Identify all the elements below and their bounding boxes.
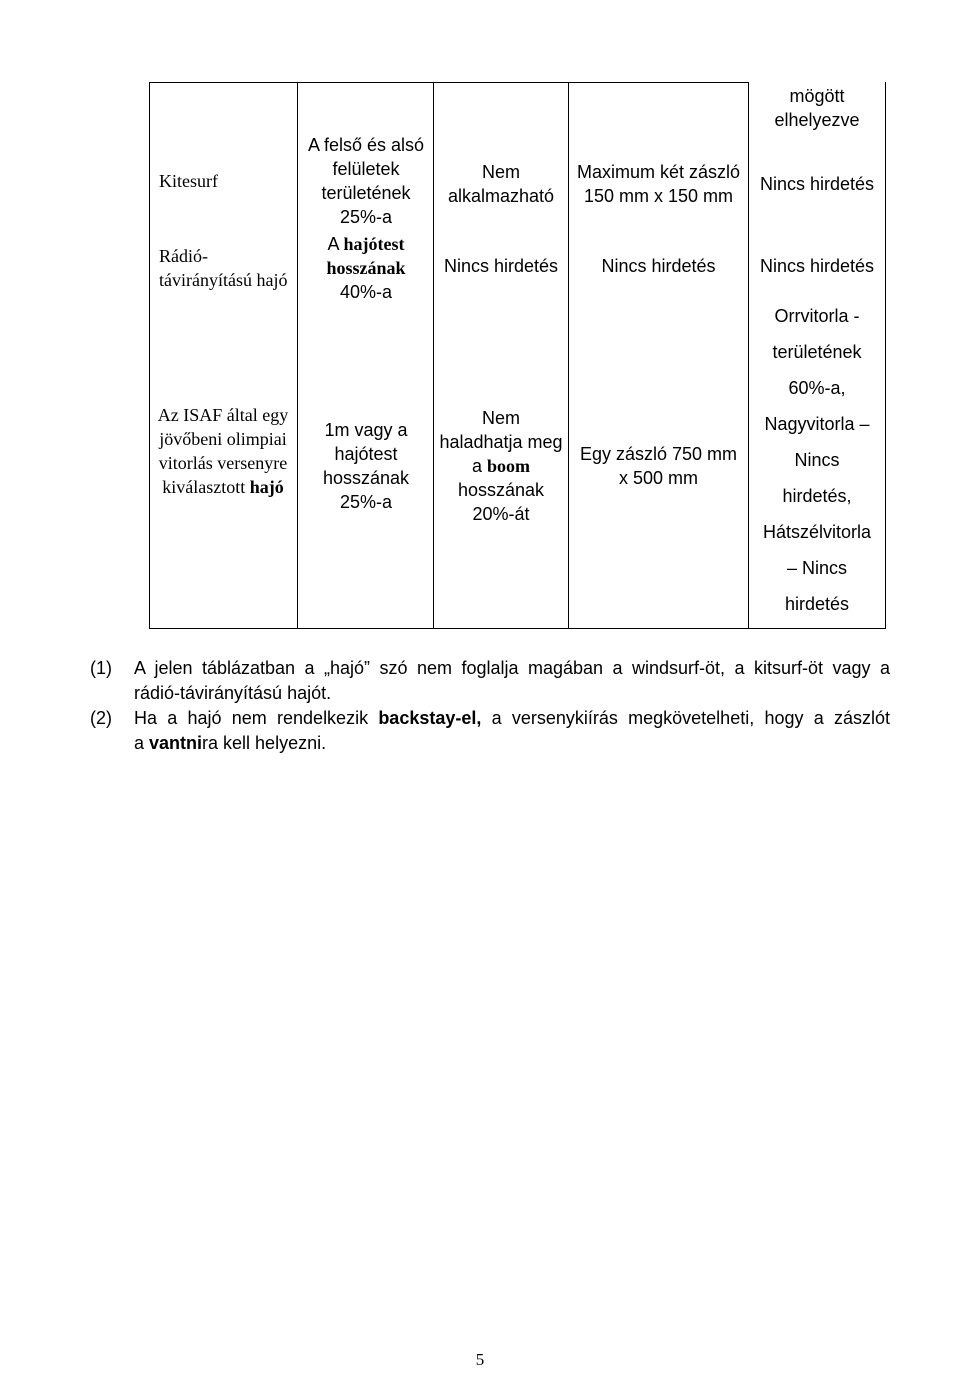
- table-border-bottom: [149, 628, 886, 629]
- footnote-text: A jelen táblázatban a „hajó” szó nem foglalja magában a windsurf-öt, a kitsurf-öt vagy a: [134, 658, 890, 678]
- cell-isaf-flag: Egy zászló 750 mm x 500 mm: [579, 444, 738, 488]
- rules-table: [149, 82, 886, 629]
- cell-rc-sail: Nincs hirdetés: [759, 256, 875, 276]
- cell-rc-flag: Nincs hirdetés: [601, 256, 716, 276]
- cell-isaf-sail: Orrvitorla - területének 60%-a, Nagyvitorla – Nincs hirdetés, Hátszélvitorla – Nincs hirdetés: [762, 306, 872, 614]
- row-label-isaf-boat: Az ISAF által egy jövőbeni olimpiai vitorlás versenyre kiválasztott hajó: [157, 405, 289, 497]
- row-label-kitesurf: Kitesurf: [159, 171, 218, 191]
- cell-rc-hull: A hajótest hosszának 40%-a: [326, 234, 406, 302]
- term-backstay: backstay-el,: [378, 708, 482, 728]
- term-vantni: vantni: [149, 733, 203, 753]
- cell-rc-boom: Nincs hirdetés: [443, 256, 559, 276]
- footnote-text: a vantnira kell helyezni.: [134, 733, 327, 753]
- row-label-rc-boat: Rádió-távirányítású hajó: [159, 246, 288, 290]
- footnote-1: [90, 656, 890, 706]
- table-column-divider: [568, 82, 569, 629]
- cell-kitesurf-sail: Nincs hirdetés: [759, 174, 875, 194]
- cell-isaf-hull: 1m vagy a hajótest hosszának 25%-a: [322, 420, 410, 512]
- table-border-right: [885, 82, 886, 629]
- table-border-top: [149, 82, 749, 83]
- footnote-2: [90, 706, 890, 756]
- table-column-divider: [748, 82, 749, 629]
- table-border-left: [149, 82, 150, 629]
- cell-isaf-boom: Nem haladhatja meg a boom hosszának 20%-át: [439, 408, 563, 524]
- table-column-divider: [433, 82, 434, 629]
- term-hull-length: hajótest hosszának: [326, 234, 406, 278]
- footnotes: [90, 656, 890, 756]
- term-boat: hajó: [249, 477, 284, 497]
- page-number: 5: [475, 1350, 485, 1369]
- term-boom: boom: [487, 456, 531, 476]
- cell-kitesurf-flag: Maximum két zászló 150 mm x 150 mm: [576, 162, 741, 206]
- continuation-cell: [749, 82, 885, 134]
- continuation-line: mögött: [789, 86, 845, 106]
- footnote-text: rádió-távirányítású hajót.: [134, 683, 332, 703]
- footnote-text: Ha a hajó nem rendelkezik backstay-el, a versenykiírás megkövetelheti, hogy a zászlót: [134, 708, 890, 728]
- table-column-divider: [297, 82, 298, 629]
- footnote-number: (1): [90, 658, 112, 678]
- continuation-line: elhelyezve: [774, 110, 860, 130]
- footnote-number: (2): [90, 708, 112, 728]
- cell-kitesurf-hull: A felső és alsó felületek területének 25%-a: [307, 135, 425, 227]
- cell-kitesurf-boom: Nem alkalmazható: [447, 162, 555, 206]
